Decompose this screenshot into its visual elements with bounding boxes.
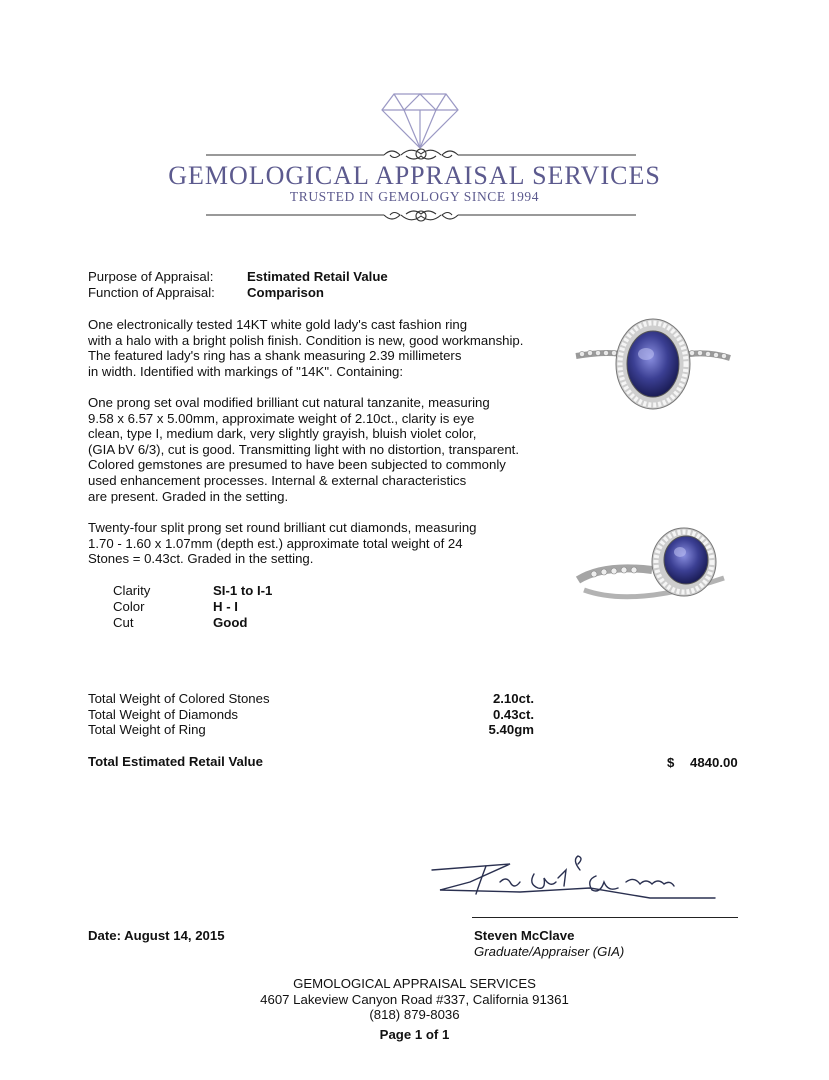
total-diamonds-value: 0.43ct. (492, 707, 534, 722)
grade-color-label: Color (113, 599, 145, 614)
tanzanite-description-line: used enhancement processes. Internal & external characteristics (88, 472, 467, 488)
tanzanite-description-line: Colored gemstones are presumed to have been subjected to commonly (88, 457, 506, 473)
grade-clarity-label: Clarity (113, 583, 151, 598)
diamonds-description-line: 1.70 - 1.60 x 1.07mm (depth est.) approximate total weight of 24 (88, 535, 463, 551)
diamonds-description-line: Twenty-four split prong set round brilliant cut diamonds, measuring (88, 520, 477, 535)
tanzanite-description-line: 9.58 x 6.57 x 5.00mm, approximate weight of 2.10ct., clarity is eye (88, 410, 475, 426)
footer-address: 4607 Lakeview Canyon Road #337, California 91361 (260, 992, 569, 1007)
ring-description-line: One electronically tested 14KT white gold lady's cast fashion ring (88, 317, 468, 332)
retail-value-amount: 4840.00 (690, 755, 738, 770)
total-colored-stones-label: Total Weight of Colored Stones (88, 691, 270, 706)
ring-side-photo (574, 520, 732, 622)
tanzanite-description-line: (GIA bV 6/3), cut is good. Transmitting light with no distortion, transparent. (88, 441, 520, 457)
total-ring-weight-value: 5.40gm (488, 722, 534, 737)
purpose-value: Estimated Retail Value (247, 269, 388, 284)
signature-line (472, 917, 738, 918)
appraisal-date: Date: August 14, 2015 (88, 928, 225, 943)
bottom-ornament-divider (206, 205, 636, 225)
grade-clarity-value: SI-1 to I-1 (213, 583, 273, 598)
appraiser-signature (430, 852, 720, 914)
retail-value-label: Total Estimated Retail Value (88, 754, 263, 769)
total-colored-stones-value: 2.10ct. (492, 691, 534, 706)
page-number: Page 1 of 1 (379, 1027, 450, 1042)
tanzanite-description-line: are present. Graded in the setting. (88, 488, 289, 504)
tanzanite-description (88, 395, 519, 504)
total-ring-weight-label: Total Weight of Ring (88, 722, 206, 737)
ring-description-line: in width. Identified with markings of "14K". Containing: (88, 363, 404, 379)
tanzanite-description-line: One prong set oval modified brilliant cut natural tanzanite, measuring (88, 395, 490, 410)
function-label: Function of Appraisal: (88, 285, 215, 300)
ring-description-line: The featured lady's ring has a shank measuring 2.39 millimeters (88, 348, 462, 364)
diamonds-description-line: Stones = 0.43ct. Graded in the setting. (88, 551, 314, 567)
appraiser-title: Graduate/Appraiser (GIA) (474, 944, 625, 959)
company-tagline: TRUSTED IN GEMOLOGY SINCE 1994 (289, 189, 540, 204)
grade-color-value: H - I (213, 599, 238, 614)
company-name: GEMOLOGICAL APPRAISAL SERVICES (168, 161, 661, 190)
appraiser-name: Steven McClave (474, 928, 575, 943)
grade-cut-value: Good (213, 615, 248, 630)
footer-company: GEMOLOGICAL APPRAISAL SERVICES (293, 976, 536, 991)
ring-description-line: with a halo with a bright polish finish. Condition is new, good workmanship. (88, 332, 524, 348)
diamonds-description (88, 520, 477, 567)
ring-front-photo (574, 316, 732, 412)
total-diamonds-label: Total Weight of Diamonds (88, 707, 239, 722)
diamond-logo-icon (380, 92, 460, 150)
function-value: Comparison (247, 285, 324, 300)
ring-description (88, 317, 523, 379)
purpose-label: Purpose of Appraisal: (88, 269, 214, 284)
currency-symbol: $ (667, 755, 675, 770)
grade-cut-label: Cut (113, 615, 134, 630)
tanzanite-description-line: clean, type I, medium dark, very slightly grayish, bluish violet color, (88, 426, 477, 442)
footer-phone: (818) 879-8036 (369, 1007, 460, 1022)
